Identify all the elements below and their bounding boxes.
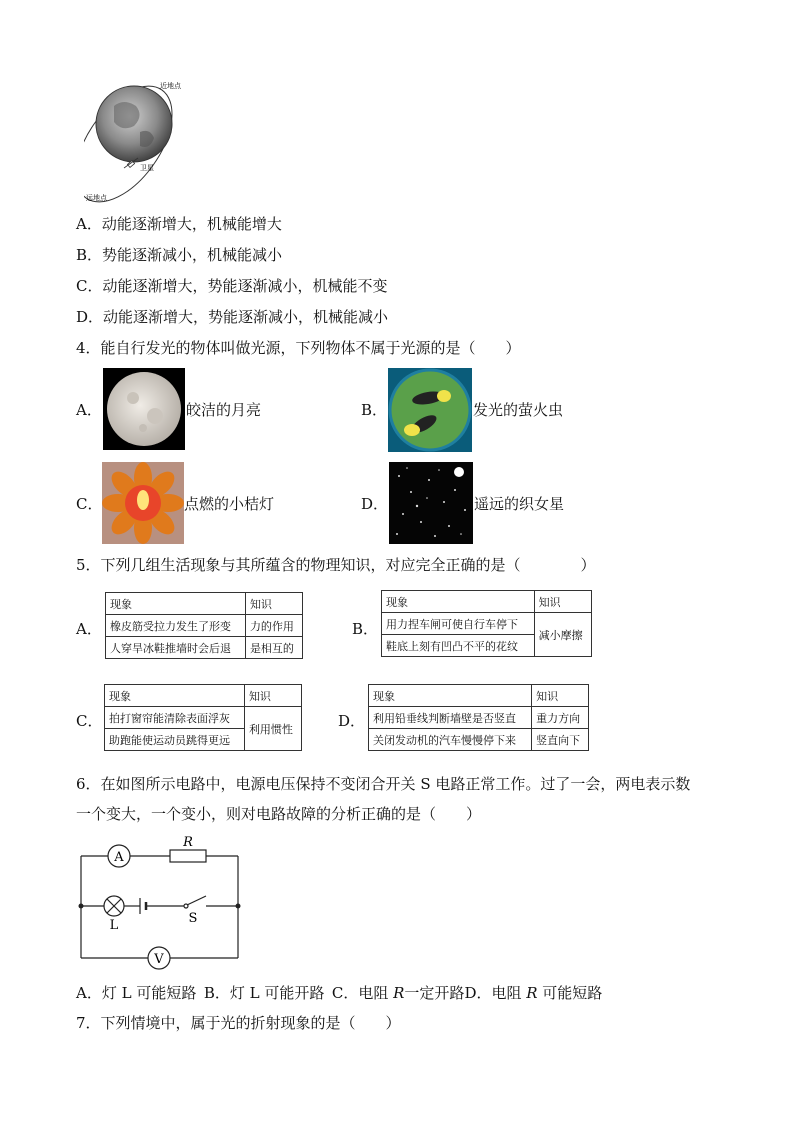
switch-icon [184,896,206,926]
svg-text:S: S [188,911,198,926]
table-cell: 关闭发动机的汽车慢慢停下来 [369,729,532,751]
resistor-icon [170,836,206,862]
circuit-diagram [76,836,246,972]
moon-image [103,368,185,450]
svg-text:A: A [114,850,124,865]
q6-option-a[interactable]: A．灯 L 可能短路 [76,984,197,1002]
q5-option-d-table [368,684,589,751]
table-cell: 利用铅垂线判断墙壁是否竖直 [369,707,532,729]
q5-option-b-table [381,590,592,657]
header-knowledge: 知识 [534,591,591,613]
table-cell: 重力方向 [532,707,589,729]
q4-option-b-letter[interactable]: B． [361,401,388,419]
q5-option-a-letter[interactable]: A． [76,620,102,638]
table-cell: 减小摩擦 [534,613,591,657]
table-cell: 用力捏车闸可使自行车停下 [382,613,535,635]
q3-option-b[interactable]: B．势能逐渐减小，机械能减小 [76,246,283,264]
q6-option-c[interactable]: C．电阻 R一定开路 [331,984,465,1002]
firefly-image [388,368,472,452]
q4-option-c-text: 点燃的小桔灯 [184,495,275,513]
orbit-diagram [84,76,204,204]
q4-option-c-letter[interactable]: C． [76,495,103,513]
table-cell: 助跑能使运动员跳得更远 [105,729,245,751]
q6-stem-line2: 一个变大，一个变小，则对电路故障的分析正确的是（ ） [76,805,482,823]
q4-option-d-text: 遥远的织女星 [474,495,565,513]
table-cell: 鞋底上刻有凹凸不平的花纹 [382,635,535,657]
header-phenomenon: 现象 [382,591,535,613]
voltmeter-icon [148,947,170,969]
q3-option-d[interactable]: D．动能逐渐增大，势能逐渐减小，机械能减小 [76,308,389,326]
table-cell: 人穿旱冰鞋推墙时会后退 [106,637,246,659]
q5-option-b-letter[interactable]: B． [352,620,379,638]
battery-icon [140,898,146,914]
table-cell: 力的作用 [245,615,302,637]
q4-option-d-letter[interactable]: D． [361,495,389,513]
q5-option-a-table [105,592,303,659]
header-knowledge: 知识 [244,685,301,707]
q6-option-b[interactable]: B．灯 L 可能开路 [203,984,325,1002]
table-cell: 竖直向下 [532,729,589,751]
satellite-label: 卫星 [140,164,154,172]
q6-option-d[interactable]: D．电阻 R 可能短路 [464,984,603,1002]
svg-text:V: V [154,952,164,967]
table-cell: 橡皮筋受拉力发生了形变 [106,615,246,637]
table-cell: 利用惯性 [244,707,301,751]
header-phenomenon: 现象 [106,593,246,615]
q3-option-a[interactable]: A．动能逐渐增大，机械能增大 [76,215,282,233]
q6-options [76,983,602,1003]
q5-option-c-letter[interactable]: C． [76,712,103,730]
q6-stem-line1: 6．在如图所示电路中，电源电压保持不变闭合开关 S 电路正常工作。过了一会，两电表示数 [76,775,691,793]
q5-option-c-table [104,684,302,751]
svg-text:L: L [109,918,119,933]
perigee-label: 近地点 [160,82,181,90]
apogee-label: 远地点 [86,194,107,202]
orange-lamp-image [102,462,184,544]
ammeter-icon [108,845,130,867]
header-knowledge: 知识 [532,685,589,707]
night-sky-image [389,462,473,544]
svg-text:R: R [183,836,193,850]
table-cell: 是相互的 [245,637,302,659]
q5-stem: 5．下列几组生活现象与其所蕴含的物理知识，对应完全正确的是（ ） [76,556,596,574]
q4-stem: 4．能自行发光的物体叫做光源，下列物体不属于光源的是（ ） [76,339,521,357]
lamp-icon [104,896,124,933]
q5-option-d-letter[interactable]: D． [338,712,366,730]
q7-stem: 7．下列情境中，属于光的折射现象的是（ ） [76,1014,401,1032]
q4-option-a-text: 皎洁的月亮 [186,401,262,419]
q4-option-b-text: 发光的萤火虫 [473,401,564,419]
header-phenomenon: 现象 [369,685,532,707]
header-phenomenon: 现象 [105,685,245,707]
q4-option-a-letter[interactable]: A． [76,401,102,419]
header-knowledge: 知识 [245,593,302,615]
table-cell: 拍打窗帘能清除表面浮灰 [105,707,245,729]
q3-option-c[interactable]: C．动能逐渐增大，势能逐渐减小，机械能不变 [76,277,388,295]
